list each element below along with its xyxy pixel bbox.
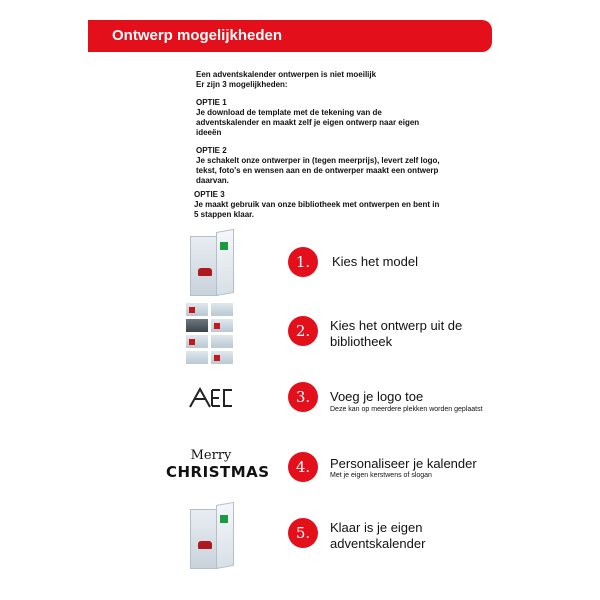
page-title: Ontwerp mogelijkheden: [112, 27, 283, 44]
option-3: [194, 190, 444, 220]
option-3-title: OPTIE 3: [194, 190, 225, 199]
option-2-text: Je schakelt onze ontwerper in (tegen meerprijs), levert zelf logo, tekst, foto's en wensen aan en de ontwerper maakt een ontwerp daarvan.: [196, 156, 440, 185]
finished-calendar-box-image: [190, 505, 232, 567]
step-3-title: Voeg je logo toe: [330, 389, 424, 404]
option-3-text: Je maakt gebruik van onze bibliotheek met ontwerpen en bent in 5 stappen klaar.: [194, 200, 440, 219]
option-1: [196, 98, 446, 138]
intro-text: [196, 70, 456, 90]
step-5-title: Klaar is je eigen adventskalender: [330, 520, 426, 551]
merry-text: Merry: [190, 448, 232, 463]
merry-christmas-graphic: [166, 448, 270, 481]
step-1-number: 1.: [288, 247, 318, 277]
step-4-number: 4.: [288, 452, 318, 482]
header-banner: [88, 20, 492, 52]
design-library-thumbnails: [186, 303, 233, 364]
intro-line-1: Een adventskalender ontwerpen is niet moeilijk: [196, 70, 377, 79]
intro-line-2: Er zijn 3 mogelijkheden:: [196, 80, 288, 89]
step-3-number: 3.: [288, 382, 318, 412]
step-3-subtitle: Deze kan op meerdere plekken worden geplaatst: [330, 406, 483, 413]
step-2-title: Kies het ontwerp uit de bibliotheek: [330, 318, 463, 349]
option-2-title: OPTIE 2: [196, 146, 227, 155]
option-2: [196, 146, 446, 186]
step-5-number: 5.: [288, 518, 318, 548]
option-1-title: OPTIE 1: [196, 98, 227, 107]
company-logo-icon: [188, 387, 234, 409]
step-4-subtitle: Met je eigen kerstwens of slogan: [330, 472, 432, 479]
step-1-title: Kies het model: [332, 254, 418, 269]
step-2-number: 2.: [288, 316, 318, 346]
option-1-text: Je download de template met de tekening van de adventskalender en maakt zelf je eigen ontwerp naar eigen ideeën: [196, 108, 420, 137]
step-4-title: Personaliseer je kalender: [330, 456, 477, 471]
christmas-text: CHRISTMAS: [166, 463, 270, 481]
calendar-box-image: [190, 232, 232, 294]
